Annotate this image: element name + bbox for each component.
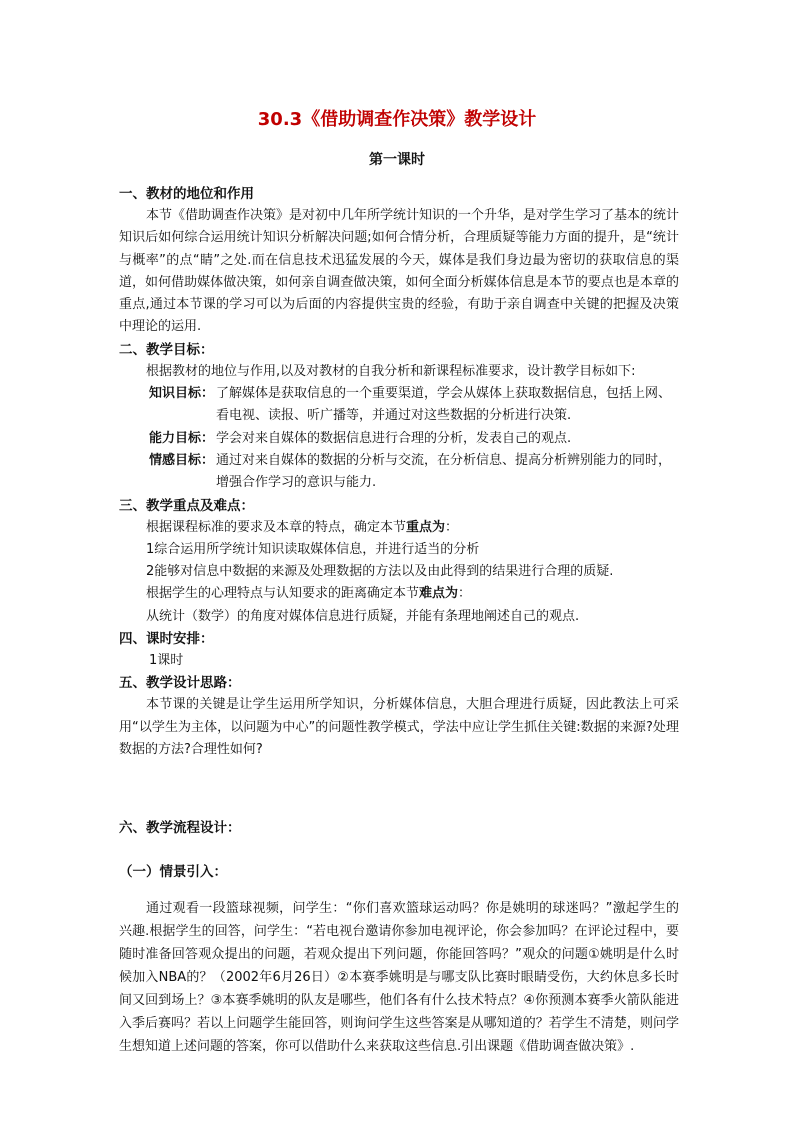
goal-ability [119,428,679,450]
text-run: ： [458,586,472,602]
spacer [119,839,679,861]
goal-emotion [119,450,679,495]
goal-text: 通过对来自媒体的数据的分析与交流，在分析信息、提高分析辨别能力的同时，增强合作学习的意识与能力. [216,452,672,491]
section-heading-5: 五、教学设计思路： [119,675,241,692]
bold-run: 难点为 [419,586,459,602]
goal-label: 知识目标： [149,386,215,402]
goal-knowledge [119,383,679,428]
goal-text: 学会对来自媒体的数据信息进行合理的分析，发表自己的观点. [216,430,572,446]
subsection-heading: （一）情景引入： [119,864,227,881]
text-run: 根据课程标准的要求及本章的特点，确定本节 [146,519,407,535]
document-body [119,183,679,1058]
key-point-2: 2能够对信息中数据的来源及处理数据的方法以及由此得到的结果进行合理的质疑. [146,564,614,580]
section-heading-1: 一、教材的地位和作用 [119,186,254,202]
section-5-paragraph: 本节课的关键是让学生运用所学知识，分析媒体信息，大胆合理进行质疑，因此教法上可采用“以学生为主体，以问题为中心”的问题性教学模式，学法中应让学生抓住关键:数据的来源?处理数据的方法?合理性如何? [119,697,679,757]
section-1-paragraph: 本节《借助调查作决策》是对初中几年所学统计知识的一个升华，是对学生学习了基本的统计知识后如何综合运用统计知识分析解决问题;如何合情分析，合理质疑等能力方面的提升，是“统计与概率”的点“睛”之处.而在信息技术迅猛发展的今天，媒体是我们身边最为密切的获取信息的渠道，如何借助媒体做决策，如何亲自调查做决策，如何全面分析媒体信息是本节的要点也是本章的重点,通过本节课的学习可以为后面的内容提供宝贵的经验，有助于亲自调查中关键的把握及决策中理论的运用. [119,208,680,335]
lesson-subtitle: 第一课时 [369,152,425,168]
document-title: 30.3《借助调查作决策》教学设计 [257,109,537,130]
difficult-points-intro [119,583,679,605]
spacer [119,761,679,817]
key-point-1: 1综合运用所学统计知识读取媒体信息，并进行适当的分析 [146,541,480,557]
section-heading-6: 六、教学流程设计： [119,820,241,837]
spacer [119,883,679,897]
goal-text: 了解媒体是获取信息的一个重要渠道，学会从媒体上获取数据信息，包括上网、看电视、读报、听广播等，并通过对这些数据的分析进行决策. [216,386,672,424]
section-heading-4: 四、课时安排： [119,631,214,648]
text-run: ： [445,519,459,535]
intro-scenario-paragraph: 通过观看一段篮球视频，问学生：“你们喜欢篮球运动吗？你是姚明的球迷吗？”激起学生的兴趣.根据学生的回答，问学生：“若电视台邀请你参加电视评论，你会参加吗？在评论过程中，要随时准备回答观众提出的问题，若观众提出下列问题，你能回答吗？”观众的问题①姚明是什么时候加入NBA的？（2002年6月26日）②本赛季姚明是与哪支队比赛时眼睛受伤，大约休息多长时间又回到场上？③本赛季姚明的队友是哪些，他们各有什么技术特点？④你预测本赛季火箭队能进入季后赛吗？若以上问题学生能回答，则询问学生这些答案是从哪知道的？若学生不清楚，则问学生想知道上述问题的答案，你可以借助什么来获取这些信息.引出课题《借助调查做决策》. [119,901,679,1055]
difficult-point: 从统计（数学）的角度对媒体信息进行质疑，并能有条理地阐述自己的观点. [146,608,580,624]
key-points-intro [119,517,679,539]
text-run: 根据学生的心理特点与认知要求的距离确定本节 [146,586,420,602]
section-heading-2: 二、教学目标： [119,341,214,358]
section-heading-3: 三、教学重点及难点： [119,497,254,514]
goal-label: 能力目标： [149,430,215,446]
class-hours: 1课时 [149,653,184,669]
section-2-intro: 根据教材的地位与作用,以及对教材的自我分析和新课程标准要求，设计教学目标如下: [146,363,636,379]
bold-run: 重点为 [406,519,446,535]
goal-label: 情感目标： [149,452,215,468]
